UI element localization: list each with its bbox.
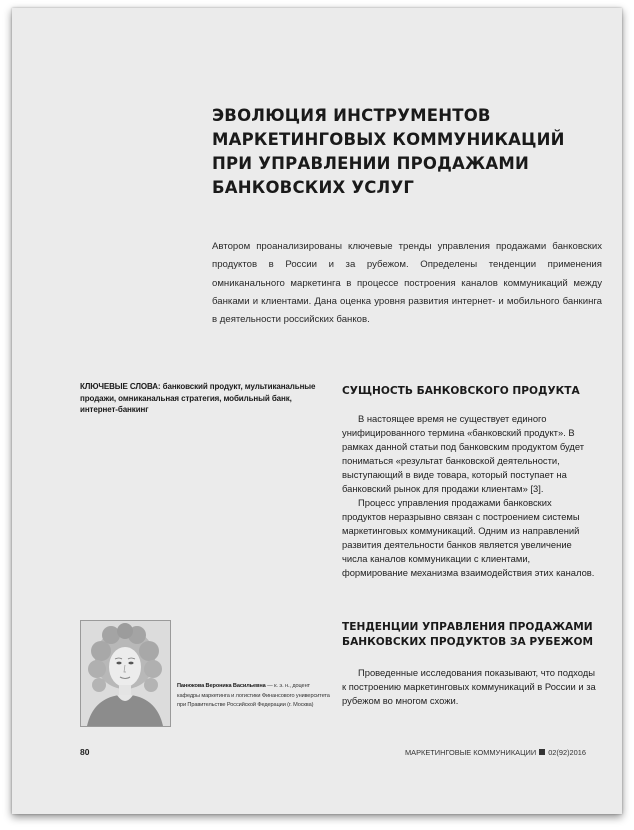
journal-page <box>12 8 622 814</box>
author-details: — к. э. н., доцент кафедры маркетинга и логистики Финансового университета при Правительстве Российской Федерации (г. Москва) <box>177 683 330 709</box>
section-body-trends <box>342 666 596 708</box>
author-portrait-image <box>81 621 170 726</box>
title-line: ЭВОЛЮЦИЯ ИНСТРУМЕНТОВ <box>212 106 491 125</box>
journal-footer <box>405 748 586 757</box>
section-heading-trends <box>342 620 593 650</box>
section-body-essence <box>342 412 596 580</box>
page-number: 80 <box>80 747 90 757</box>
paragraph: В настоящее время не существует единого унифицированного термина «банковский продукт». В рамках данной статьи под банковским продуктом будет пониматься «результат банковской деятельности, выступающий в виде товара, который поступает на банковский рынок для продажи клиентам» [3]. <box>342 413 585 494</box>
section-heading-essence: СУЩНОСТЬ БАНКОВСКОГО ПРОДУКТА <box>342 385 580 397</box>
author-photo <box>80 620 171 727</box>
journal-name: МАРКЕТИНГОВЫЕ КОММУНИКАЦИИ <box>405 748 537 757</box>
title-line: ПРИ УПРАВЛЕНИИ ПРОДАЖАМИ <box>212 154 529 173</box>
article-title <box>212 104 592 200</box>
paragraph: Проведенные исследования показывают, что подходы к построению маркетинговых коммуникаций в России и за рубежом во многом схожи. <box>342 667 596 706</box>
paragraph: Процесс управления продажами банковских продуктов неразрывно связан с построением системы маркетинговых коммуникаций. Одним из направлений развития деятельности банков является увеличение числа каналов коммуникации с клиентами, формирование механизма взаимодействия этих каналов. <box>342 497 595 578</box>
title-line: МАРКЕТИНГОВЫХ КОММУНИКАЦИЙ <box>212 130 565 149</box>
heading-line: ТЕНДЕНЦИИ УПРАВЛЕНИЯ ПРОДАЖАМИ <box>342 621 593 633</box>
author-name: Панюкова Вероника Васильевна <box>177 683 266 689</box>
square-separator-icon <box>539 749 545 755</box>
journal-issue: 02(92)2016 <box>548 748 586 757</box>
abstract: Автором проанализированы ключевые тренды управления продажами банковских продуктов в России и за рубежом. Определены тенденции применения омниканального маркетинга в процессе построения каналов коммуникаций между банками и клиентами. Дана оценка уровня развития интернет- и мобильного банкинга в деятельности российских банков. <box>212 241 602 326</box>
author-info <box>177 682 333 711</box>
title-line: БАНКОВСКИХ УСЛУГ <box>212 178 415 197</box>
heading-line: БАНКОВСКИХ ПРОДУКТОВ ЗА РУБЕЖОМ <box>342 636 594 648</box>
keywords: КЛЮЧЕВЫЕ СЛОВА: банковский продукт, мультиканальные продажи, омниканальная стратегия, мобильный банк, интернет-банкинг <box>80 382 316 414</box>
